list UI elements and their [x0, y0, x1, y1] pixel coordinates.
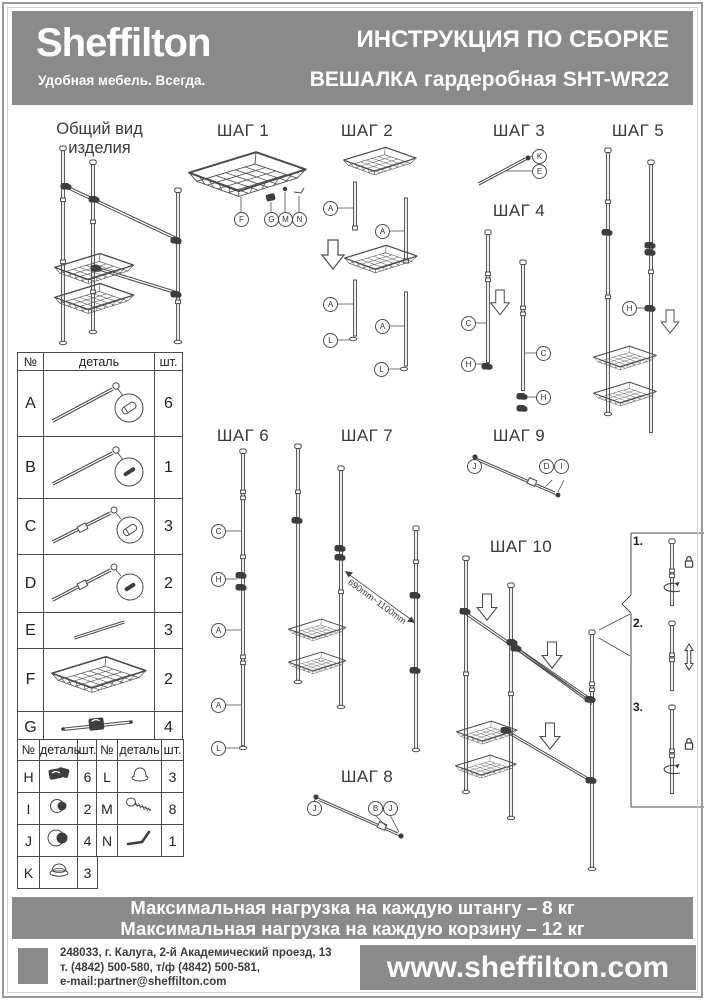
hw-qty: 3	[78, 857, 98, 889]
callout-H: H	[461, 357, 476, 372]
step-3-drawing	[470, 145, 565, 190]
callout-N: N	[292, 212, 307, 227]
step-8-drawing	[300, 786, 420, 858]
step-1-drawing	[182, 142, 337, 234]
step-9-drawing	[462, 442, 577, 514]
callout-F: F	[234, 212, 249, 227]
hw-row-N	[97, 825, 184, 857]
load-notice-banner	[12, 897, 693, 939]
part-qty: 3	[155, 613, 183, 649]
step-6-drawing	[205, 445, 265, 760]
parts-col-part: деталь	[44, 353, 155, 371]
step-9-title: ШАГ 9	[492, 426, 546, 445]
document-title: ИНСТРУКЦИЯ ПО СБОРКЕ	[356, 26, 669, 53]
hw-qty: 3	[162, 761, 184, 793]
step-1-title: ШАГ 1	[216, 121, 270, 140]
part-id: F	[18, 649, 44, 712]
part-row-D	[18, 555, 183, 613]
callout-H: H	[211, 572, 226, 587]
hw-id: L	[97, 761, 118, 793]
hw-qty: 4	[78, 825, 98, 857]
part-l-icon	[118, 761, 162, 793]
part-d-icon	[44, 555, 155, 613]
callout-E: E	[532, 164, 547, 179]
part-qty: 2	[155, 555, 183, 613]
part-i-icon	[40, 793, 78, 825]
part-f-icon	[44, 649, 155, 712]
part-m-icon	[118, 793, 162, 825]
inset-step-2-number: 2.	[633, 616, 644, 630]
callout-D: D	[539, 459, 554, 474]
step-4-title: ШАГ 4	[492, 201, 546, 220]
callout-L: L	[211, 741, 226, 756]
part-id: B	[18, 437, 44, 499]
hw-col-part: деталь	[40, 740, 78, 761]
inset-step-1-number: 1.	[633, 534, 644, 548]
hw-col-qty: шт.	[162, 740, 184, 761]
hw-row-H	[18, 761, 98, 793]
callout-C: C	[536, 346, 551, 361]
hw-id: M	[97, 793, 118, 825]
callout-A: A	[375, 319, 390, 334]
callout-A: A	[211, 623, 226, 638]
part-b-icon	[44, 437, 155, 499]
brand-logo: Sheffilton	[36, 21, 211, 65]
callout-L: L	[374, 362, 389, 377]
step-7-dimension-label: 690mm~1100mm	[346, 577, 409, 627]
part-e-icon	[44, 613, 155, 649]
part-a-icon	[44, 371, 155, 437]
callout-H: H	[536, 390, 551, 405]
hw-id: K	[18, 857, 40, 889]
part-id: D	[18, 555, 44, 613]
part-row-C	[18, 499, 183, 555]
callout-B: B	[368, 801, 383, 816]
parts-col-qty: шт.	[155, 353, 183, 371]
part-id: A	[18, 371, 44, 437]
hw-qty: 2	[78, 793, 98, 825]
inset-step-3-number: 3.	[633, 700, 644, 714]
header-banner	[12, 11, 693, 105]
step-10-title: ШАГ 10	[489, 537, 553, 556]
hw-qty: 6	[78, 761, 98, 793]
hw-row-K	[18, 857, 98, 889]
part-n-icon	[118, 825, 162, 857]
hw-row-I	[18, 793, 98, 825]
callout-L: L	[323, 333, 338, 348]
part-j-icon	[40, 825, 78, 857]
hw-qty: 1	[162, 825, 184, 857]
hw-id: H	[18, 761, 40, 793]
callout-A: A	[323, 201, 338, 216]
step-7-title: ШАГ 7	[340, 426, 394, 445]
parts-table	[17, 352, 183, 745]
hardware-table-left	[17, 739, 98, 889]
brand-tagline: Удобная мебель. Всегда.	[38, 73, 206, 88]
hw-id: J	[18, 825, 40, 857]
parts-col-num: №	[18, 353, 44, 371]
step-5-drawing	[585, 140, 700, 435]
footer-address: 248033, г. Калуга, 2-й Академический проезд, 13	[60, 947, 332, 959]
part-qty: 3	[155, 499, 183, 555]
footer-logo-square	[18, 948, 48, 984]
footer-website: www.sheffilton.com	[360, 945, 696, 990]
part-c-icon	[44, 499, 155, 555]
footer-contact-block	[60, 946, 332, 990]
load-notice-line-1: Максимальная нагрузка на каждую штангу – 8 кг	[130, 897, 575, 918]
hw-col-num: №	[97, 740, 118, 761]
callout-C: C	[461, 316, 476, 331]
step-2-drawing	[315, 140, 440, 400]
callout-M: M	[278, 212, 293, 227]
part-k-icon	[40, 857, 78, 889]
callout-I: I	[554, 459, 569, 474]
overview-drawing	[22, 140, 197, 348]
overview-title: Общий вид изделия	[56, 120, 143, 157]
part-qty: 4	[155, 712, 183, 745]
footer-phone: т. (4842) 500-580, т/ф (4842) 500-581,	[60, 961, 260, 974]
callout-A: A	[375, 224, 390, 239]
hw-col-part: деталь	[118, 740, 162, 761]
callout-H: H	[622, 301, 637, 316]
hw-qty: 8	[162, 793, 184, 825]
callout-G: G	[264, 212, 279, 227]
hw-row-M	[97, 793, 184, 825]
hw-id: I	[18, 793, 40, 825]
step-5-title: ШАГ 5	[611, 121, 665, 140]
hardware-table-right	[96, 739, 184, 857]
part-id: E	[18, 613, 44, 649]
step-10-drawing	[415, 552, 630, 902]
callout-C: C	[211, 524, 226, 539]
part-qty: 2	[155, 649, 183, 712]
part-row-E	[18, 613, 183, 649]
callout-A: A	[211, 698, 226, 713]
step-3-title: ШАГ 3	[492, 121, 546, 140]
step-2-title: ШАГ 2	[340, 121, 394, 140]
part-row-B	[18, 437, 183, 499]
load-notice-line-2: Максимальная нагрузка на каждую корзину – 12 кг	[120, 918, 585, 939]
hw-col-num: №	[18, 740, 40, 761]
part-id: G	[18, 712, 44, 745]
step-8-title: ШАГ 8	[340, 767, 394, 786]
part-id: C	[18, 499, 44, 555]
part-row-A	[18, 371, 183, 437]
part-h-icon	[40, 761, 78, 793]
footer-email: e-mail:partner@sheffilton.com	[60, 976, 227, 988]
hw-id: N	[97, 825, 118, 857]
hw-row-L	[97, 761, 184, 793]
part-qty: 1	[155, 437, 183, 499]
callout-J: J	[383, 801, 398, 816]
part-qty: 6	[155, 371, 183, 437]
callout-A: A	[323, 297, 338, 312]
callout-K: K	[532, 149, 547, 164]
hw-col-qty: шт.	[78, 740, 98, 761]
callout-J: J	[467, 459, 482, 474]
hw-row-J	[18, 825, 98, 857]
step-10-inset-drawing	[620, 525, 705, 817]
product-name: ВЕШАЛКА гардеробная SHT-WR22	[309, 68, 669, 91]
step-6-title: ШАГ 6	[216, 426, 270, 445]
callout-J: J	[307, 801, 322, 816]
part-row-F	[18, 649, 183, 712]
